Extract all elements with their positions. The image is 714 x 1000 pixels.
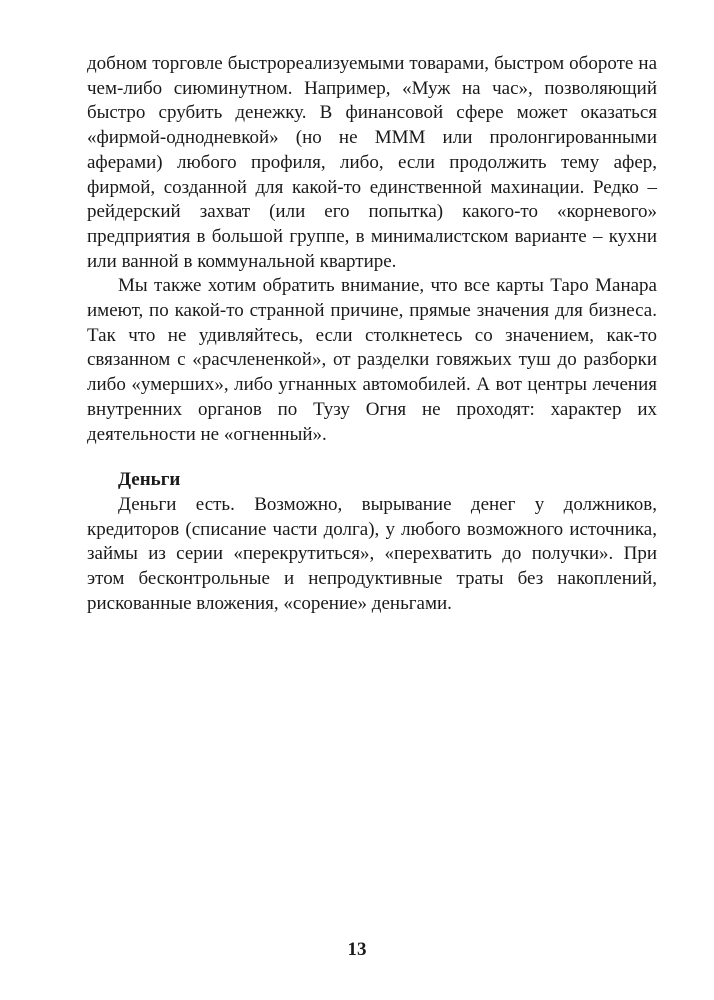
page-number: 13 xyxy=(347,939,367,960)
paragraph-manara-note: Мы также хотим обратить внимание, что все карты Таро Манара имеют, по какой-то странной причине, прямые значения для бизнеса. Так что не удивляйтесь, если столкнетесь со значением, как-то связанном с «расчлененкой», от разделки говяжьих туш до разборки либо «умерших», либо угнанных автомобилей. А вот центры лечения внутренних органов по Тузу Огня не проходят: характер их деятельности не «огненный». xyxy=(87,275,657,445)
paragraph-money: Деньги есть. Возможно, вырывание денег у должников, кредиторов (списание части долга), у любого возможного источника, займы из серии «перекрутиться», «перехватить до получки». При этом бесконтрольные и непродуктивные траты без накоплений, рискованные вложения, «сорение» деньгами. xyxy=(87,493,657,614)
page-body xyxy=(87,52,657,616)
section-heading-money: Деньги xyxy=(118,469,181,491)
paragraph-continued: добном торговле быстрореализуемыми товарами, быстром обороте на чем-либо сиюминутном. Например, «Муж на час», позволяющий быстро срубить денежку. В финансовой сфере может оказаться «фирмой-однодневкой» (но не МММ или пролонгированными аферами) любого профиля, либо, если продолжить тему афер, фирмой, созданной для какой-то единственной махинации. Редко – рейдерский захват (или его попытка) какого-то «корневого» предприятия в большой группе, в минималистском варианте – кухни или ванной в коммунальной квартире. xyxy=(87,53,657,272)
